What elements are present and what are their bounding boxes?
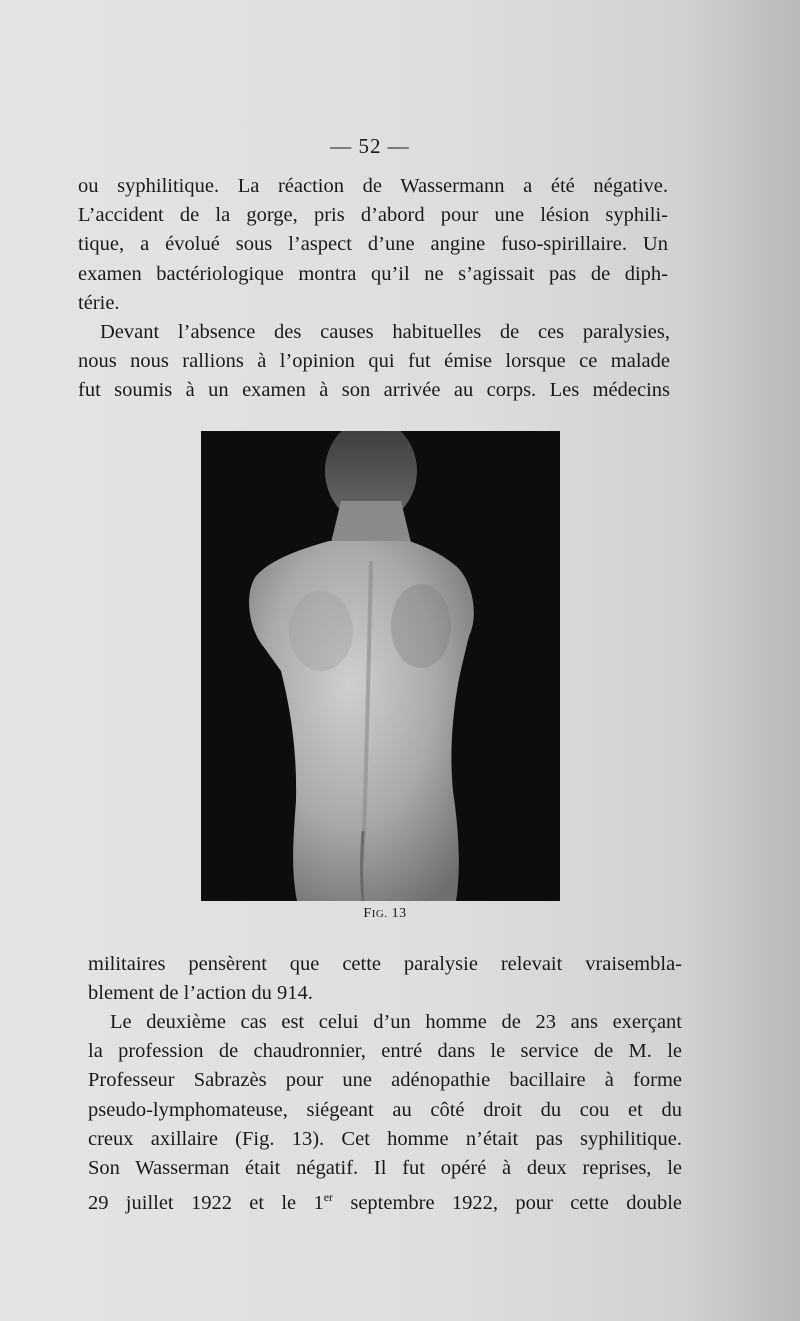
text-line: blement de l’action du 914. (88, 982, 313, 1005)
caption-smallcaps: IG. (371, 908, 388, 920)
text-line: militaires pensèrent que cette paralysie relevait vraisembla- (88, 953, 682, 975)
paragraph-3 (88, 950, 682, 1008)
text-line: pseudo-lymphomateuse, siégeant au côté droit du cou et du (88, 1098, 682, 1121)
patient-back-photo (201, 431, 560, 901)
paragraph-1 (78, 172, 668, 318)
text-line: ou syphilitique. La réaction de Wassermann a été négative. (78, 175, 668, 197)
text-line: la profession de chaudronnier, entré dans le service de M. le (88, 1040, 682, 1063)
text-line: creux axillaire (Fig. 13). Cet homme n’était pas syphilitique. (88, 1127, 682, 1150)
figure-caption (0, 906, 770, 922)
figure-photograph (201, 431, 560, 901)
text-line: térie. (78, 291, 120, 314)
text-line: Son Wasserman était négatif. Il fut opéré à deux reprises, le (88, 1157, 682, 1180)
superscript: er (323, 1190, 334, 1205)
text-line: Devant l’absence des causes habituelles de ces paralysies, (100, 321, 670, 343)
text-line: fut soumis à un examen à son arrivée au corps. Les médecins (78, 379, 670, 402)
text-line: nous nous rallions à l’opinion qui fut émise lorsque ce malade (78, 350, 670, 373)
paragraph-2 (78, 318, 670, 406)
text-line (88, 1183, 682, 1218)
text-line: tique, a évolué sous l’aspect d’une angine fuso-spirillaire. Un (78, 233, 668, 256)
text-line: L’accident de la gorge, pris d’abord pour une lésion syphili- (78, 204, 668, 227)
text-line: Professeur Sabrazès pour une adénopathie bacillaire à forme (88, 1069, 682, 1092)
page-number: — 52 — (330, 134, 410, 158)
caption-number: 13 (391, 906, 407, 921)
text-fragment: septembre 1922, pour cette double (333, 1192, 682, 1215)
text-line: examen bactériologique montra qu’il ne s’agissait pas de diph- (78, 262, 668, 285)
text-line: Le deuxième cas est celui d’un homme de 23 ans exerçant (110, 1011, 682, 1033)
caption-prefix: F (363, 906, 372, 921)
paragraph-4 (88, 1008, 682, 1218)
text-fragment: 29 juillet 1922 et le 1 (88, 1192, 324, 1215)
